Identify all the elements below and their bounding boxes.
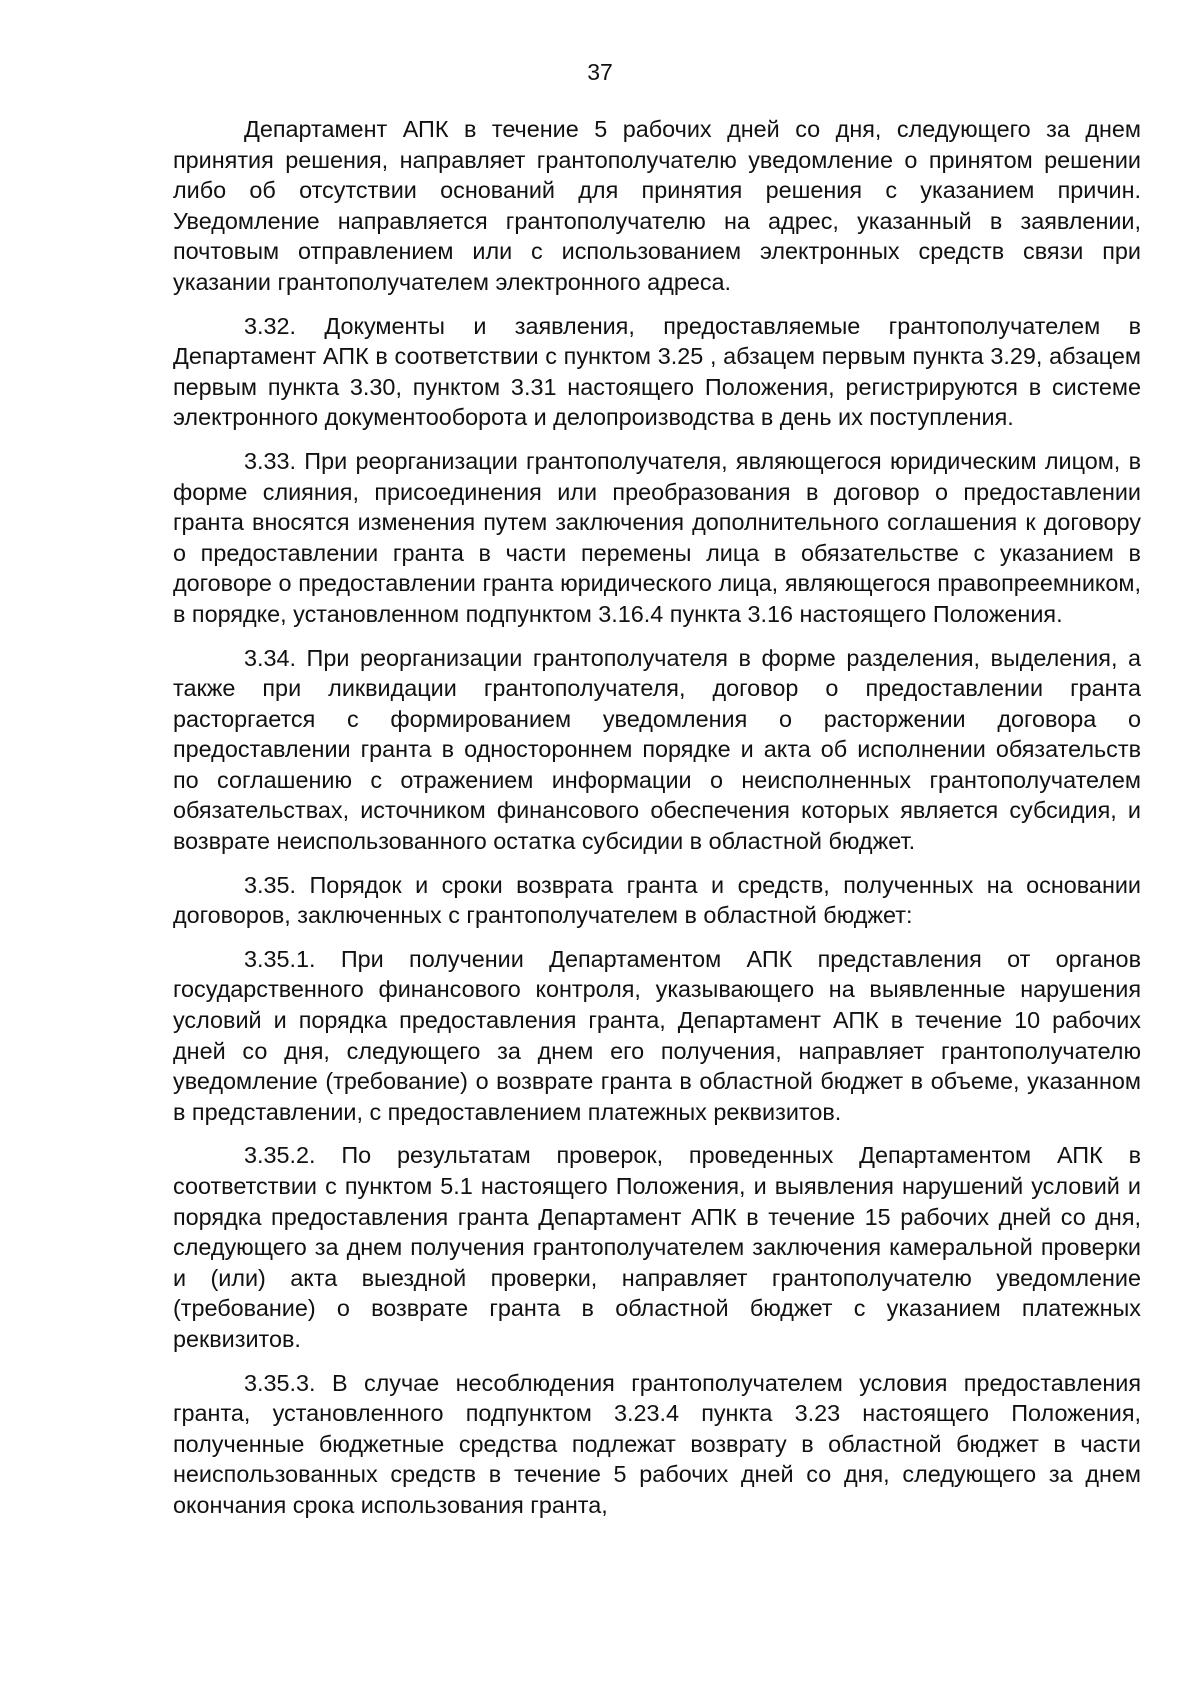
page-number: 37 bbox=[587, 59, 613, 85]
paragraph-notification: Департамент АПК в течение 5 рабочих дней со дня, следующего за днем принятия решения, направляет грантополучателю уведомление о принятом решении либо об отсутствии оснований для принятия решения с указанием причин. Уведомление направляется грантополучателю на адрес, указанный в заявлении, почтовым отправлением или с использованием электронных средств связи при указании грантополучателем электронного адреса. bbox=[173, 116, 1141, 295]
paragraph-3-35-3: 3.35.3. В случае несоблюдения грантополучателем условия предоставления гранта, установленного подпунктом 3.23.4 пункта 3.23 настоящего Положения, полученные бюджетные средства подлежат возврату в областной бюджет в части неиспользованных средств в течение 5 рабочих дней со дня, следующего за днем окончания срока использования гранта, bbox=[173, 1369, 1141, 1518]
paragraph-3-33: 3.33. При реорганизации грантополучателя, являющегося юридическим лицом, в форме слияния, присоединения или преобразования в договор о предоставлении гранта вносятся изменения путем заключения дополнительного соглашения к договору о предоставлении гранта в части перемены лица в обязательстве с указанием в договоре о предоставлении гранта юридического лица, являющегося правопреемником, в порядке, установленном подпунктом 3.16.4 пункта 3.16 настоящего Положения. bbox=[173, 447, 1141, 627]
paragraph-3-35-2: 3.35.2. По результатам проверок, проведенных Департаментом АПК в соответствии с пунктом 5.1 настоящего Положения, и выявления нарушений условий и порядка предоставления гранта Департамент АПК в течение 15 рабочих дней со дня, следующего за днем получения грантополучателем заключения камеральной проверки и (или) акта выездной проверки, направляет грантополучателю уведомление (требование) о возврате гранта в областной бюджет с указанием платежных реквизитов. bbox=[173, 1142, 1141, 1352]
paragraph-3-34: 3.34. При реорганизации грантополучателя в форме разделения, выделения, а также при ликвидации грантополучателя, договор о предоставлении гранта расторгается с формированием уведомления о расторжении договора о предоставлении гранта в одностороннем порядке и акта об исполнении обязательств по соглашению с отражением информации о неисполненных грантополучателем обязательствах, источником финансового обеспечения которых является субсидия, и возврате неиспользованного остатка субсидии в областной бюджет. bbox=[173, 644, 1141, 855]
paragraph-3-32: 3.32. Документы и заявления, предоставляемые грантополучателем в Департамент АПК в соответствии с пунктом 3.25 , абзацем первым пункта 3.29, абзацем первым пункта 3.30, пунктом 3.31 настоящего Положения, регистрируются в системе электронного документооборота и делопроизводства в день их поступления. bbox=[173, 312, 1141, 431]
document-body bbox=[173, 114, 1141, 1521]
paragraph-3-35-1: 3.35.1. При получении Департаментом АПК представления от органов государственного финансового контроля, указывающего на выявленные нарушения условий и порядка предоставления гранта, Департамент АПК в течение 10 рабочих дней со дня, следующего за днем его получения, направляет грантополучателю уведомление (требование) о возврате гранта в областной бюджет в объеме, указанном в представлении, с предоставлением платежных реквизитов. bbox=[173, 945, 1141, 1125]
paragraph-3-35: 3.35. Порядок и сроки возврата гранта и средств, полученных на основании договоров, заключенных с грантополучателем в областной бюджет: bbox=[173, 871, 1141, 929]
